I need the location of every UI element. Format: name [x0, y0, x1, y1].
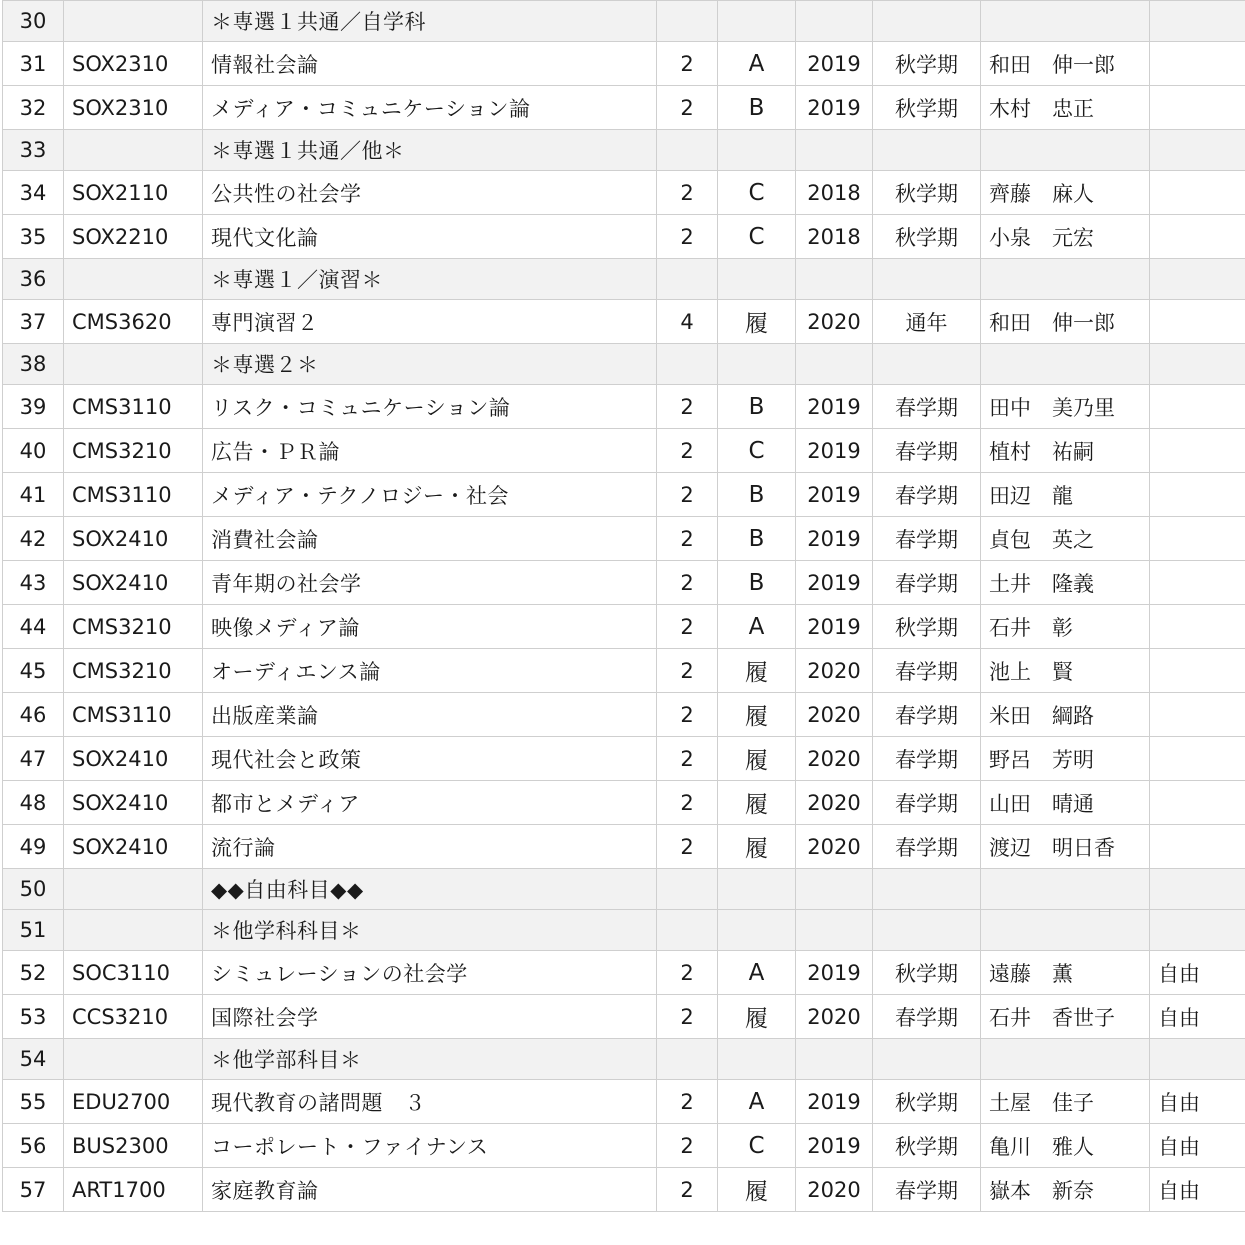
course-name-cell[interactable]: ＊他学部科目＊ [203, 1039, 657, 1080]
course-name-cell[interactable]: 家庭教育論 [203, 1168, 657, 1212]
year-cell[interactable] [796, 910, 873, 951]
year-cell[interactable]: 2019 [796, 951, 873, 995]
year-cell[interactable] [796, 344, 873, 385]
course-code-cell[interactable] [64, 1, 203, 42]
course-code-cell[interactable]: CMS3110 [64, 693, 203, 737]
credits-cell[interactable]: 2 [657, 1168, 718, 1212]
teacher-cell[interactable]: 石井 彰 [981, 605, 1150, 649]
year-cell[interactable]: 2020 [796, 995, 873, 1039]
row-number-cell[interactable]: 49 [3, 825, 64, 869]
credits-cell[interactable] [657, 869, 718, 910]
teacher-cell[interactable] [981, 344, 1150, 385]
teacher-cell[interactable] [981, 869, 1150, 910]
course-name-cell[interactable]: 青年期の社会学 [203, 561, 657, 605]
table-row[interactable] [3, 649, 1245, 693]
grade-cell[interactable]: B [718, 561, 796, 605]
note-cell[interactable] [1150, 259, 1245, 300]
teacher-cell[interactable]: 石井 香世子 [981, 995, 1150, 1039]
year-cell[interactable]: 2020 [796, 693, 873, 737]
row-number-cell[interactable]: 47 [3, 737, 64, 781]
credits-cell[interactable]: 2 [657, 825, 718, 869]
table-row[interactable] [3, 473, 1245, 517]
course-name-cell[interactable]: 映像メディア論 [203, 605, 657, 649]
term-cell[interactable]: 秋学期 [873, 605, 981, 649]
row-number-cell[interactable]: 51 [3, 910, 64, 951]
course-code-cell[interactable] [64, 869, 203, 910]
term-cell[interactable]: 秋学期 [873, 215, 981, 259]
table-row[interactable] [3, 171, 1245, 215]
row-number-cell[interactable]: 44 [3, 605, 64, 649]
credits-cell[interactable] [657, 344, 718, 385]
term-cell[interactable]: 春学期 [873, 649, 981, 693]
term-cell[interactable] [873, 910, 981, 951]
year-cell[interactable] [796, 130, 873, 171]
teacher-cell[interactable]: 植村 祐嗣 [981, 429, 1150, 473]
grade-cell[interactable]: A [718, 1080, 796, 1124]
year-cell[interactable] [796, 1, 873, 42]
row-number-cell[interactable]: 54 [3, 1039, 64, 1080]
note-cell[interactable]: 自由 [1150, 1124, 1245, 1168]
grade-cell[interactable] [718, 130, 796, 171]
credits-cell[interactable]: 2 [657, 605, 718, 649]
year-cell[interactable] [796, 869, 873, 910]
teacher-cell[interactable] [981, 130, 1150, 171]
term-cell[interactable]: 春学期 [873, 1168, 981, 1212]
note-cell[interactable] [1150, 86, 1245, 130]
year-cell[interactable]: 2019 [796, 561, 873, 605]
note-cell[interactable] [1150, 42, 1245, 86]
grade-cell[interactable]: C [718, 429, 796, 473]
credits-cell[interactable]: 2 [657, 649, 718, 693]
course-name-cell[interactable]: 専門演習２ [203, 300, 657, 344]
row-number-cell[interactable]: 46 [3, 693, 64, 737]
course-code-cell[interactable]: ART1700 [64, 1168, 203, 1212]
grade-cell[interactable]: B [718, 86, 796, 130]
table-row[interactable] [3, 1168, 1245, 1212]
course-code-cell[interactable]: CMS3620 [64, 300, 203, 344]
course-name-cell[interactable]: ＊専選１共通／自学科 [203, 1, 657, 42]
credits-cell[interactable]: 2 [657, 215, 718, 259]
course-code-cell[interactable]: SOC3110 [64, 951, 203, 995]
table-row[interactable] [3, 781, 1245, 825]
teacher-cell[interactable]: 嶽本 新奈 [981, 1168, 1150, 1212]
course-name-cell[interactable]: 国際社会学 [203, 995, 657, 1039]
credits-cell[interactable]: 2 [657, 473, 718, 517]
table-row[interactable] [3, 300, 1245, 344]
term-cell[interactable] [873, 259, 981, 300]
teacher-cell[interactable] [981, 1039, 1150, 1080]
row-number-cell[interactable]: 43 [3, 561, 64, 605]
note-cell[interactable] [1150, 737, 1245, 781]
course-code-cell[interactable] [64, 910, 203, 951]
teacher-cell[interactable]: 土井 隆義 [981, 561, 1150, 605]
credits-cell[interactable]: 2 [657, 429, 718, 473]
section-header-row[interactable] [3, 344, 1245, 385]
grade-cell[interactable]: A [718, 605, 796, 649]
note-cell[interactable] [1150, 605, 1245, 649]
course-name-cell[interactable]: ＊専選２＊ [203, 344, 657, 385]
course-name-cell[interactable]: ＊専選１共通／他＊ [203, 130, 657, 171]
grade-cell[interactable]: 履 [718, 781, 796, 825]
year-cell[interactable]: 2019 [796, 42, 873, 86]
table-row[interactable] [3, 825, 1245, 869]
course-name-cell[interactable]: 現代文化論 [203, 215, 657, 259]
section-header-row[interactable] [3, 130, 1245, 171]
year-cell[interactable] [796, 259, 873, 300]
teacher-cell[interactable]: 木村 忠正 [981, 86, 1150, 130]
credits-cell[interactable]: 2 [657, 1124, 718, 1168]
note-cell[interactable] [1150, 344, 1245, 385]
grade-cell[interactable]: 履 [718, 649, 796, 693]
credits-cell[interactable]: 2 [657, 385, 718, 429]
row-number-cell[interactable]: 41 [3, 473, 64, 517]
note-cell[interactable] [1150, 869, 1245, 910]
credits-cell[interactable] [657, 1, 718, 42]
credits-cell[interactable]: 2 [657, 561, 718, 605]
credits-cell[interactable]: 2 [657, 737, 718, 781]
note-cell[interactable] [1150, 561, 1245, 605]
table-row[interactable] [3, 605, 1245, 649]
grade-cell[interactable] [718, 869, 796, 910]
row-number-cell[interactable]: 39 [3, 385, 64, 429]
course-name-cell[interactable]: ◆◆自由科目◆◆ [203, 869, 657, 910]
term-cell[interactable]: 春学期 [873, 737, 981, 781]
term-cell[interactable]: 通年 [873, 300, 981, 344]
grade-cell[interactable]: 履 [718, 693, 796, 737]
teacher-cell[interactable]: 小泉 元宏 [981, 215, 1150, 259]
year-cell[interactable]: 2019 [796, 86, 873, 130]
section-header-row[interactable] [3, 910, 1245, 951]
credits-cell[interactable]: 2 [657, 951, 718, 995]
course-code-cell[interactable]: CMS3110 [64, 385, 203, 429]
year-cell[interactable]: 2019 [796, 385, 873, 429]
section-header-row[interactable] [3, 259, 1245, 300]
credits-cell[interactable]: 2 [657, 693, 718, 737]
term-cell[interactable]: 春学期 [873, 429, 981, 473]
term-cell[interactable] [873, 344, 981, 385]
table-row[interactable] [3, 86, 1245, 130]
row-number-cell[interactable]: 34 [3, 171, 64, 215]
credits-cell[interactable] [657, 1039, 718, 1080]
grade-cell[interactable]: B [718, 473, 796, 517]
course-code-cell[interactable]: SOX2410 [64, 781, 203, 825]
grade-cell[interactable]: C [718, 171, 796, 215]
teacher-cell[interactable]: 土屋 佳子 [981, 1080, 1150, 1124]
row-number-cell[interactable]: 50 [3, 869, 64, 910]
teacher-cell[interactable]: 齊藤 麻人 [981, 171, 1150, 215]
note-cell[interactable] [1150, 517, 1245, 561]
course-code-cell[interactable]: SOX2310 [64, 42, 203, 86]
grade-cell[interactable] [718, 344, 796, 385]
teacher-cell[interactable]: 山田 晴通 [981, 781, 1150, 825]
credits-cell[interactable] [657, 130, 718, 171]
table-row[interactable] [3, 693, 1245, 737]
year-cell[interactable]: 2019 [796, 1080, 873, 1124]
course-name-cell[interactable]: 消費社会論 [203, 517, 657, 561]
year-cell[interactable]: 2019 [796, 429, 873, 473]
note-cell[interactable] [1150, 910, 1245, 951]
row-number-cell[interactable]: 31 [3, 42, 64, 86]
credits-cell[interactable]: 2 [657, 781, 718, 825]
term-cell[interactable]: 春学期 [873, 473, 981, 517]
course-code-cell[interactable]: CMS3210 [64, 605, 203, 649]
teacher-cell[interactable] [981, 259, 1150, 300]
year-cell[interactable]: 2019 [796, 517, 873, 561]
table-row[interactable] [3, 561, 1245, 605]
course-name-cell[interactable]: 現代教育の諸問題 ３ [203, 1080, 657, 1124]
note-cell[interactable] [1150, 649, 1245, 693]
course-code-cell[interactable] [64, 344, 203, 385]
term-cell[interactable]: 秋学期 [873, 86, 981, 130]
credits-cell[interactable]: 4 [657, 300, 718, 344]
course-code-cell[interactable] [64, 130, 203, 171]
grade-cell[interactable] [718, 910, 796, 951]
teacher-cell[interactable] [981, 1, 1150, 42]
course-code-cell[interactable]: BUS2300 [64, 1124, 203, 1168]
term-cell[interactable] [873, 1, 981, 42]
course-name-cell[interactable]: メディア・コミュニケーション論 [203, 86, 657, 130]
credits-cell[interactable]: 2 [657, 1080, 718, 1124]
section-header-row[interactable] [3, 1039, 1245, 1080]
term-cell[interactable]: 春学期 [873, 561, 981, 605]
credits-cell[interactable] [657, 259, 718, 300]
row-number-cell[interactable]: 40 [3, 429, 64, 473]
year-cell[interactable] [796, 1039, 873, 1080]
year-cell[interactable]: 2020 [796, 737, 873, 781]
teacher-cell[interactable]: 和田 伸一郎 [981, 42, 1150, 86]
year-cell[interactable]: 2020 [796, 649, 873, 693]
course-name-cell[interactable]: ＊専選１／演習＊ [203, 259, 657, 300]
term-cell[interactable] [873, 1039, 981, 1080]
grade-cell[interactable]: 履 [718, 1168, 796, 1212]
course-name-cell[interactable]: 広告・ＰＲ論 [203, 429, 657, 473]
grade-cell[interactable] [718, 1, 796, 42]
row-number-cell[interactable]: 57 [3, 1168, 64, 1212]
teacher-cell[interactable]: 亀川 雅人 [981, 1124, 1150, 1168]
course-code-cell[interactable]: CCS3210 [64, 995, 203, 1039]
term-cell[interactable]: 秋学期 [873, 1124, 981, 1168]
note-cell[interactable]: 自由 [1150, 951, 1245, 995]
course-name-cell[interactable]: 出版産業論 [203, 693, 657, 737]
row-number-cell[interactable]: 45 [3, 649, 64, 693]
note-cell[interactable] [1150, 385, 1245, 429]
section-header-row[interactable] [3, 1, 1245, 42]
term-cell[interactable]: 秋学期 [873, 171, 981, 215]
note-cell[interactable] [1150, 473, 1245, 517]
teacher-cell[interactable]: 遠藤 薫 [981, 951, 1150, 995]
credits-cell[interactable]: 2 [657, 517, 718, 561]
row-number-cell[interactable]: 53 [3, 995, 64, 1039]
course-code-cell[interactable]: SOX2410 [64, 517, 203, 561]
table-row[interactable] [3, 737, 1245, 781]
course-code-cell[interactable] [64, 1039, 203, 1080]
row-number-cell[interactable]: 36 [3, 259, 64, 300]
term-cell[interactable]: 春学期 [873, 995, 981, 1039]
grade-cell[interactable]: C [718, 1124, 796, 1168]
note-cell[interactable] [1150, 825, 1245, 869]
table-row[interactable] [3, 215, 1245, 259]
row-number-cell[interactable]: 55 [3, 1080, 64, 1124]
term-cell[interactable]: 秋学期 [873, 951, 981, 995]
term-cell[interactable]: 春学期 [873, 693, 981, 737]
course-code-cell[interactable]: CMS3110 [64, 473, 203, 517]
course-code-cell[interactable]: SOX2410 [64, 825, 203, 869]
teacher-cell[interactable]: 田辺 龍 [981, 473, 1150, 517]
grade-cell[interactable] [718, 259, 796, 300]
grade-cell[interactable]: 履 [718, 737, 796, 781]
teacher-cell[interactable]: 野呂 芳明 [981, 737, 1150, 781]
note-cell[interactable] [1150, 781, 1245, 825]
table-row[interactable] [3, 385, 1245, 429]
row-number-cell[interactable]: 32 [3, 86, 64, 130]
credits-cell[interactable]: 2 [657, 86, 718, 130]
teacher-cell[interactable]: 貞包 英之 [981, 517, 1150, 561]
row-number-cell[interactable]: 42 [3, 517, 64, 561]
section-header-row[interactable] [3, 869, 1245, 910]
note-cell[interactable] [1150, 1039, 1245, 1080]
teacher-cell[interactable]: 渡辺 明日香 [981, 825, 1150, 869]
teacher-cell[interactable]: 米田 綱路 [981, 693, 1150, 737]
term-cell[interactable]: 秋学期 [873, 42, 981, 86]
table-row[interactable] [3, 1080, 1245, 1124]
year-cell[interactable]: 2020 [796, 781, 873, 825]
term-cell[interactable]: 春学期 [873, 825, 981, 869]
teacher-cell[interactable]: 和田 伸一郎 [981, 300, 1150, 344]
course-code-cell[interactable]: SOX2410 [64, 561, 203, 605]
year-cell[interactable]: 2020 [796, 825, 873, 869]
teacher-cell[interactable]: 田中 美乃里 [981, 385, 1150, 429]
course-code-cell[interactable]: SOX2110 [64, 171, 203, 215]
row-number-cell[interactable]: 30 [3, 1, 64, 42]
grade-cell[interactable]: B [718, 385, 796, 429]
course-name-cell[interactable]: 現代社会と政策 [203, 737, 657, 781]
term-cell[interactable] [873, 869, 981, 910]
course-name-cell[interactable]: オーディエンス論 [203, 649, 657, 693]
course-grade-table [2, 0, 1245, 1212]
grade-cell[interactable]: B [718, 517, 796, 561]
year-cell[interactable]: 2020 [796, 300, 873, 344]
note-cell[interactable] [1150, 300, 1245, 344]
note-cell[interactable]: 自由 [1150, 1168, 1245, 1212]
note-cell[interactable] [1150, 171, 1245, 215]
credits-cell[interactable]: 2 [657, 171, 718, 215]
row-number-cell[interactable]: 48 [3, 781, 64, 825]
course-name-cell[interactable]: 公共性の社会学 [203, 171, 657, 215]
grade-cell[interactable]: 履 [718, 300, 796, 344]
year-cell[interactable]: 2020 [796, 1168, 873, 1212]
note-cell[interactable]: 自由 [1150, 1080, 1245, 1124]
term-cell[interactable]: 秋学期 [873, 1080, 981, 1124]
note-cell[interactable] [1150, 1, 1245, 42]
note-cell[interactable] [1150, 429, 1245, 473]
credits-cell[interactable]: 2 [657, 42, 718, 86]
note-cell[interactable]: 自由 [1150, 995, 1245, 1039]
grade-cell[interactable]: 履 [718, 825, 796, 869]
course-name-cell[interactable]: 流行論 [203, 825, 657, 869]
term-cell[interactable]: 春学期 [873, 385, 981, 429]
teacher-cell[interactable] [981, 910, 1150, 951]
year-cell[interactable]: 2019 [796, 473, 873, 517]
course-name-cell[interactable]: コーポレート・ファイナンス [203, 1124, 657, 1168]
grade-cell[interactable] [718, 1039, 796, 1080]
table-row[interactable] [3, 517, 1245, 561]
year-cell[interactable]: 2018 [796, 171, 873, 215]
grade-cell[interactable]: A [718, 42, 796, 86]
course-code-cell[interactable]: EDU2700 [64, 1080, 203, 1124]
row-number-cell[interactable]: 38 [3, 344, 64, 385]
row-number-cell[interactable]: 52 [3, 951, 64, 995]
grade-cell[interactable]: 履 [718, 995, 796, 1039]
table-row[interactable] [3, 429, 1245, 473]
course-code-cell[interactable]: CMS3210 [64, 649, 203, 693]
grade-cell[interactable]: C [718, 215, 796, 259]
course-name-cell[interactable]: ＊他学科科目＊ [203, 910, 657, 951]
table-row[interactable] [3, 42, 1245, 86]
course-name-cell[interactable]: 情報社会論 [203, 42, 657, 86]
term-cell[interactable]: 春学期 [873, 517, 981, 561]
table-row[interactable] [3, 951, 1245, 995]
course-name-cell[interactable]: リスク・コミュニケーション論 [203, 385, 657, 429]
table-row[interactable] [3, 995, 1245, 1039]
note-cell[interactable] [1150, 130, 1245, 171]
course-code-cell[interactable]: CMS3210 [64, 429, 203, 473]
year-cell[interactable]: 2018 [796, 215, 873, 259]
course-code-cell[interactable]: SOX2210 [64, 215, 203, 259]
year-cell[interactable]: 2019 [796, 1124, 873, 1168]
row-number-cell[interactable]: 33 [3, 130, 64, 171]
course-name-cell[interactable]: 都市とメディア [203, 781, 657, 825]
credits-cell[interactable] [657, 910, 718, 951]
row-number-cell[interactable]: 56 [3, 1124, 64, 1168]
note-cell[interactable] [1150, 693, 1245, 737]
course-name-cell[interactable]: メディア・テクノロジー・社会 [203, 473, 657, 517]
year-cell[interactable]: 2019 [796, 605, 873, 649]
course-code-cell[interactable]: SOX2310 [64, 86, 203, 130]
row-number-cell[interactable]: 35 [3, 215, 64, 259]
term-cell[interactable] [873, 130, 981, 171]
term-cell[interactable]: 春学期 [873, 781, 981, 825]
course-code-cell[interactable]: SOX2410 [64, 737, 203, 781]
course-code-cell[interactable] [64, 259, 203, 300]
table-row[interactable] [3, 1124, 1245, 1168]
note-cell[interactable] [1150, 215, 1245, 259]
table-body [3, 1, 1245, 1212]
grade-cell[interactable]: A [718, 951, 796, 995]
teacher-cell[interactable]: 池上 賢 [981, 649, 1150, 693]
row-number-cell[interactable]: 37 [3, 300, 64, 344]
credits-cell[interactable]: 2 [657, 995, 718, 1039]
course-name-cell[interactable]: シミュレーションの社会学 [203, 951, 657, 995]
